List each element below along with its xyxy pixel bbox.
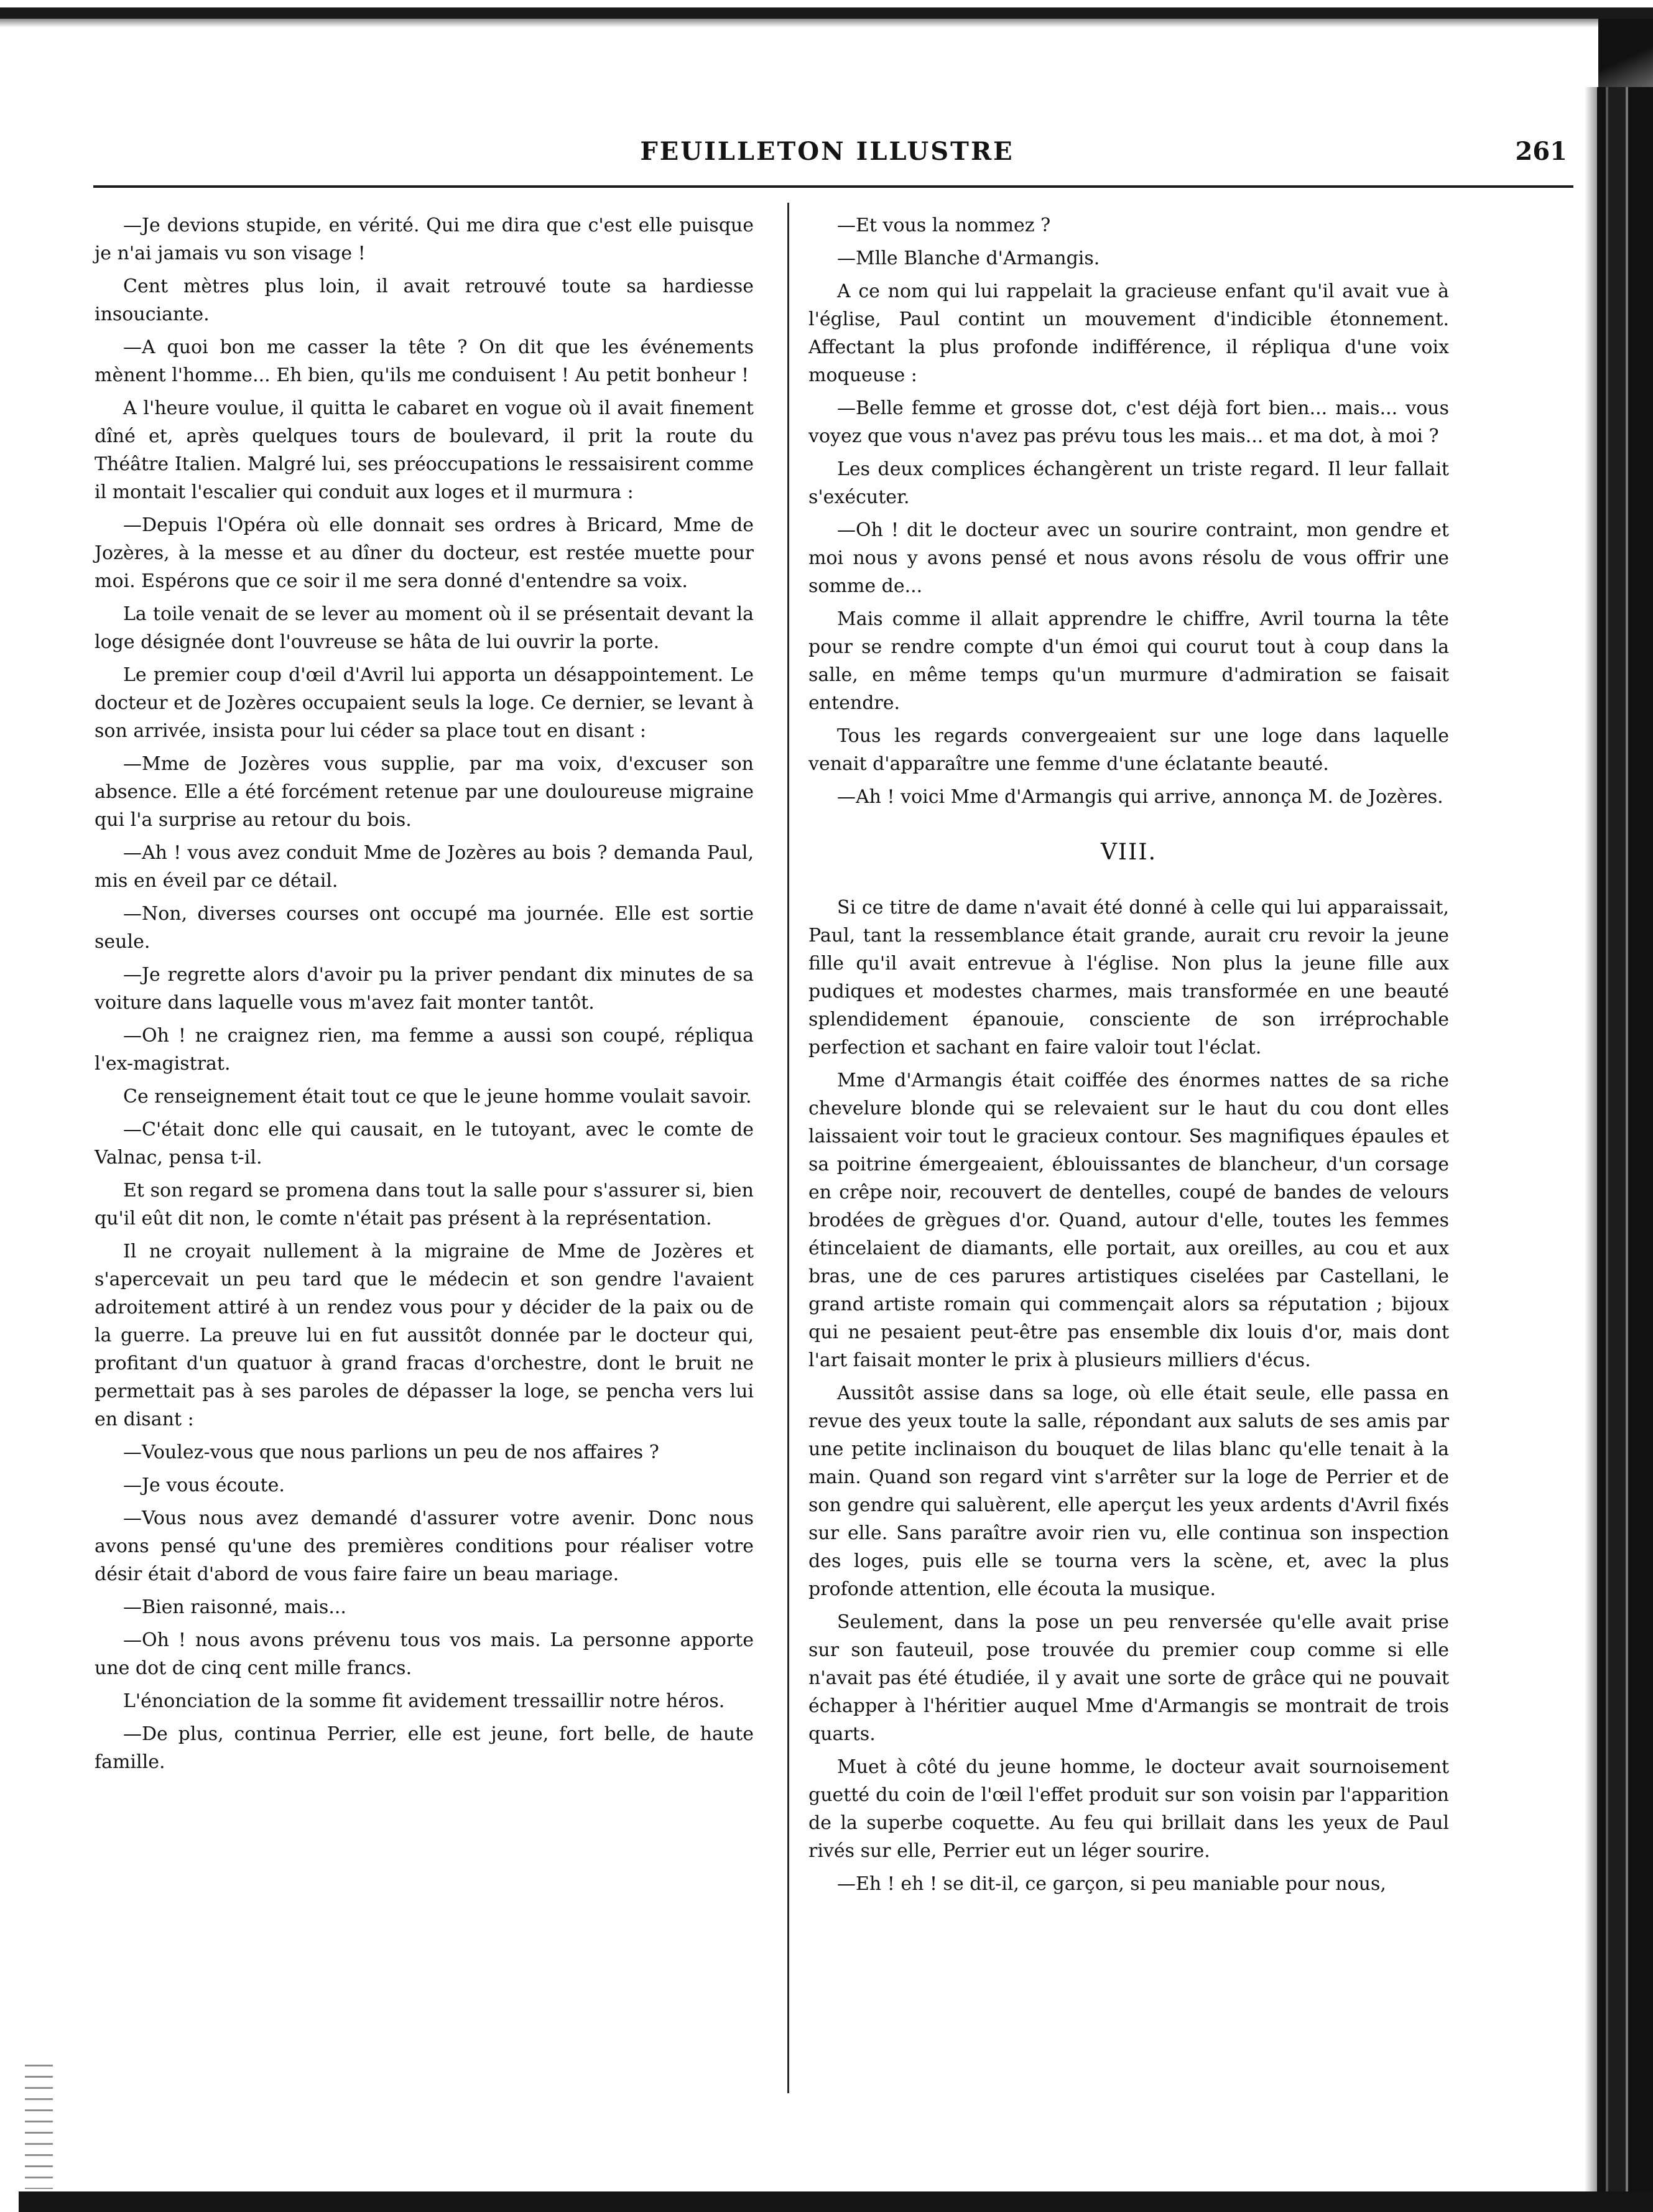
chapter-heading: VIII. [1100,840,1157,865]
paragraph: Aussitôt assise dans sa loge, où elle était seule, elle passa en revue des yeux toute la salle, répondant aux saluts de ses amis par une petite inclinaison du bouquet de lilas blanc qu'elle tenait à la main. Quand son regard vint s'arrêter sur la loge de Perrier et de son gendre qui saluèrent, elle aperçut les yeux ardents d'Avril fixés sur elle. Sans paraître avoir rien vu, elle continua son inspection des loges, puis elle se tourna vers la scène, et, avec la plus profonde attention, elle écouta la musique. [808,1382,1449,1600]
page-number: 261 [1515,137,1567,166]
paragraph: Le premier coup d'œil d'Avril lui apporta un désappointement. Le docteur et de Jozères occupaient seuls la loge. Ce dernier, se levant à son arrivée, insista pour lui céder sa place tout en disant : [95,664,754,742]
paragraph: —Mme de Jozères vous supplie, par ma voix, d'excuser son absence. Elle a été forcément retenue par une douloureuse migraine qui l'a surprise au retour du bois. [95,753,754,831]
scan-right-border [1597,87,1653,2212]
running-title: FEUILLETON ILLUSTRE [640,137,1014,166]
paragraph: Mais comme il allait apprendre le chiffre, Avril tourna la tête pour se rendre compte d'un émoi qui courut tout à coup dans la salle, en même temps qu'un murmure d'admiration se faisait entendre. [808,608,1449,714]
paragraph: La toile venait de se lever au moment où il se présentait devant la loge désignée dont l'ouvreuse se hâta de lui ouvrir la porte. [95,603,754,653]
right-column [808,211,1449,1903]
paragraph: —Et vous la nommez ? [837,215,1051,236]
paragraph: Cent mètres plus loin, il avait retrouvé toute sa hardiesse insouciante. [95,275,754,325]
paragraph: —Mlle Blanche d'Armangis. [837,248,1100,269]
paragraph: Et son regard se promena dans tout la salle pour s'assurer si, bien qu'il eût dit non, le comte n'était pas présent à la représentation. [95,1180,754,1229]
paragraph: Ce renseignement était tout ce que le jeune homme voulait savoir. [123,1086,752,1108]
paragraph: —Bien raisonné, mais... [123,1596,346,1618]
paragraph: Tous les regards convergeaient sur une loge dans laquelle venait d'apparaître une femme d'une éclatante beauté. [808,725,1449,775]
scan-top-shadow [0,19,1653,27]
paragraph: Les deux complices échangèrent un triste regard. Il leur fallait s'exécuter. [808,458,1449,508]
paragraph: L'énonciation de la somme fit avidement tressaillir notre héros. [123,1690,725,1712]
paragraph: —C'était donc elle qui causait, en le tutoyant, avec le comte de Valnac, pensa t-il. [95,1119,754,1168]
scan-bottom-border [19,2191,1653,2212]
paragraph: —Oh ! ne craignez rien, ma femme a aussi son coupé, répliqua l'ex-magistrat. [95,1025,754,1075]
scan-top-border [0,0,1653,19]
column-divider [787,203,789,2093]
paragraph: Si ce titre de dame n'avait été donné à celle qui lui apparaissait, Paul, tant la ressemblance était grande, aurait cru revoir la jeune fille qu'il avait entrevue à l'église. Non plus la jeune fille aux pudiques et modestes charmes, mais transformée en une beauté splendidement épanouie, consciente de son irréprochable perfection et sachant en faire valoir tout l'éclat. [808,897,1449,1058]
left-column [95,211,754,1781]
paragraph: —A quoi bon me casser la tête ? On dit que les événements mènent l'homme... Eh bien, qu'ils me conduisent ! Au petit bonheur ! [95,336,754,386]
paragraph: —Vous nous avez demandé d'assurer votre avenir. Donc nous avons pensé qu'une des premières conditions pour réaliser votre désir était d'abord de vous faire faire un beau mariage. [95,1507,754,1585]
paragraph: Muet à côté du jeune homme, le docteur avait sournoisement guetté du coin de l'œil l'effet produit sur son voisin par l'apparition de la superbe coquette. Au feu qui brillait dans les yeux de Paul rivés sur elle, Perrier eut un léger sourire. [808,1756,1449,1862]
paragraph: A ce nom qui lui rappelait la gracieuse enfant qu'il avait vue à l'église, Paul contint un mouvement d'indicible étonnement. Affectant la plus profonde indifférence, il répliqua d'une voix moqueuse : [808,280,1449,386]
paragraph: A l'heure voulue, il quitta le cabaret en vogue où il avait finement dîné et, après quelques tours de boulevard, il prit la route du Théâtre Italien. Malgré lui, ses préoccupations le ressaisirent comme il montait l'escalier qui conduit aux loges et il murmura : [95,397,754,503]
paragraph: —Oh ! nous avons prévenu tous vos mais. La personne apporte une dot de cinq cent mille francs. [95,1629,754,1679]
paragraph: —Depuis l'Opéra où elle donnait ses ordres à Bricard, Mme de Jozères, à la messe et au dîner du docteur, est restée muette pour moi. Espérons que ce soir il me sera donné d'entendre sa voix. [95,514,754,592]
page-header [81,137,1573,187]
scan-left-specks [25,2065,53,2189]
paragraph: —Belle femme et grosse dot, c'est déjà fort bien... mais... vous voyez que vous n'avez pas prévu tous les mais... et ma dot, à moi ? [808,397,1449,447]
paragraph: —Voulez-vous que nous parlions un peu de nos affaires ? [123,1442,659,1463]
paragraph: —Je devions stupide, en vérité. Qui me dira que c'est elle puisque je n'ai jamais vu son visage ! [95,215,754,264]
paragraph: —Je vous écoute. [123,1474,285,1496]
paragraph: —Ah ! voici Mme d'Armangis qui arrive, annonça M. de Jozères. [837,786,1443,808]
paragraph: —Eh ! eh ! se dit-il, ce garçon, si peu maniable pour nous, [837,1873,1386,1895]
header-rule [93,185,1573,188]
scan-right-shadow [1585,87,1597,2212]
paragraph: Il ne croyait nullement à la migraine de Mme de Jozères et s'apercevait un peu tard que le médecin et son gendre l'avaient adroitement attiré à un rendez vous pour y décider de la paix ou de la guerre. La preuve lui en fut aussitôt donnée par le docteur qui, profitant d'un quatuor à grand fracas d'orchestre, dont le bruit ne permettait pas à ses paroles de dépasser la loge, se pencha vers lui en disant : [95,1241,754,1430]
paragraph: Mme d'Armangis était coiffée des énormes nattes de sa riche chevelure blonde qui se relevaient sur le haut du cou dont elles laissaient voir tout le gracieux contour. Ses magnifiques épaules et sa poitrine émergeaient, éblouissantes de blancheur, d'un corsage en crêpe noir, recouvert de dentelles, coupé de bandes de velours brodées de grègues d'or. Quand, autour d'elle, toutes les femmes étincelaient de diamants, elle portait, aux oreilles, au cou et aux bras, une de ces parures artistiques ciselées par Castellani, le grand artiste romain qui commençait alors sa réputation ; bijoux qui ne pesaient peut-être pas ensemble dix louis d'or, mais dont l'art faisait monter le prix à plusieurs milliers d'écus. [808,1070,1449,1371]
paragraph: —Oh ! dit le docteur avec un sourire contraint, mon gendre et moi nous y avons pensé et nous avons résolu de vous offrir une somme de... [808,519,1449,597]
paragraph: —Ah ! vous avez conduit Mme de Jozères au bois ? demanda Paul, mis en éveil par ce détail. [95,842,754,892]
paragraph: —Non, diverses courses ont occupé ma journée. Elle est sortie seule. [95,903,754,953]
scan-corner-shadow [1598,19,1653,88]
paragraph: —Je regrette alors d'avoir pu la priver pendant dix minutes de sa voiture dans laquelle vous m'avez fait monter tantôt. [95,964,754,1014]
paragraph: Seulement, dans la pose un peu renversée qu'elle avait prise sur son fauteuil, pose trouvée du premier coup comme si elle n'avait pas été étudiée, il y avait une sorte de grâce qui ne pouvait échapper à l'héritier auquel Mme d'Armangis se montrait de trois quarts. [808,1611,1449,1745]
paragraph: —De plus, continua Perrier, elle est jeune, fort belle, de haute famille. [95,1723,754,1773]
